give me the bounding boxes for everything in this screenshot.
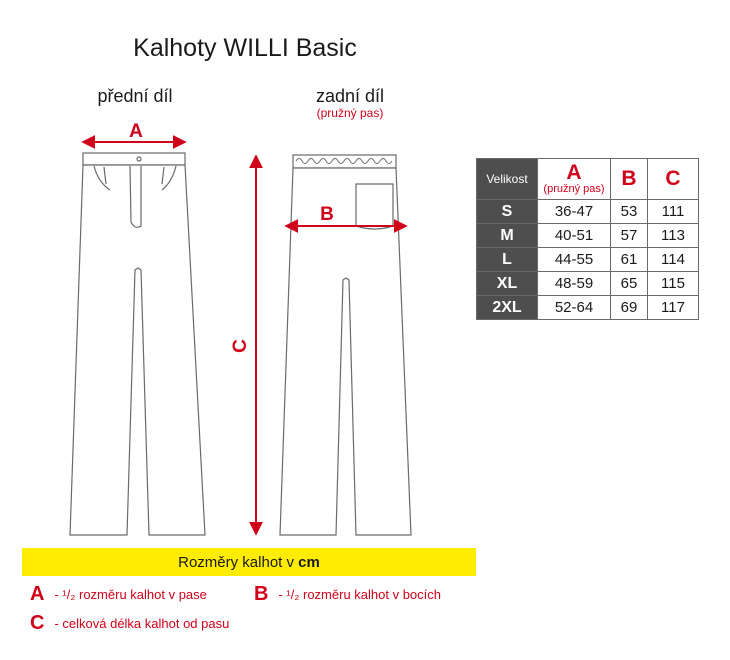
front-waistband [83,153,185,165]
legend-title-bar [22,548,476,576]
dimension-b-label: B [320,204,334,225]
back-pants-outline [280,168,411,535]
header-a-sub: (pružný pas) [543,183,605,195]
size-cell: S [477,200,538,224]
dimension-a-label: A [129,121,143,142]
value-a: 36-47 [538,200,611,224]
value-b: 53 [611,200,648,224]
back-pants [280,155,411,535]
value-c: 114 [648,248,699,272]
value-a: 52-64 [538,296,611,320]
value-b: 65 [611,272,648,296]
back-waistband [293,155,396,168]
dimension-a [84,121,184,142]
table-row [477,224,699,248]
front-view-label: přední díl [97,86,173,106]
header-a [538,159,611,200]
back-view-label: zadní díl [315,86,385,106]
size-table [476,158,699,320]
legend-title: Rozměry kalhot v [178,554,299,571]
value-b: 57 [611,224,648,248]
front-pants [70,153,205,535]
value-a: 48-59 [538,272,611,296]
header-a-letter: A [566,161,582,184]
table-row [477,248,699,272]
size-table-header [477,159,699,200]
legend-letter-a: A [30,583,45,605]
header-b [611,159,648,200]
legend-text-a: - ¹/₂ rozměru kalhot v pase [54,587,207,602]
legend-item-b [254,583,441,606]
size-cell: XL [477,272,538,296]
value-c: 111 [648,200,699,224]
size-cell: M [477,224,538,248]
value-a: 44-55 [538,248,611,272]
value-b: 61 [611,248,648,272]
header-b-letter: B [621,167,637,190]
header-c-letter: C [665,167,681,190]
value-c: 113 [648,224,699,248]
dimension-c [230,157,256,533]
dimension-c-label: C [230,339,251,353]
page-title: Kalhoty WILLI Basic [133,34,357,62]
back-view-sublabel: (pružný pas) [316,106,384,120]
legend-text-b: - ¹/₂ rozměru kalhot v bocích [278,587,441,602]
value-c: 115 [648,272,699,296]
value-a: 40-51 [538,224,611,248]
size-cell: L [477,248,538,272]
legend-unit: cm [298,554,320,571]
value-c: 117 [648,296,699,320]
table-row [477,296,699,320]
header-c [648,159,699,200]
front-pants-outline [70,165,205,535]
legend-letter-c: C [30,612,45,634]
value-b: 69 [611,296,648,320]
legend-letter-b: B [254,583,269,605]
legend-text-c: - celková délka kalhot od pasu [54,616,230,631]
legend-item-c [30,612,229,635]
header-size: Velikost [477,159,538,200]
table-row [477,200,699,224]
table-row [477,272,699,296]
size-cell: 2XL [477,296,538,320]
legend-item-a [30,583,207,606]
